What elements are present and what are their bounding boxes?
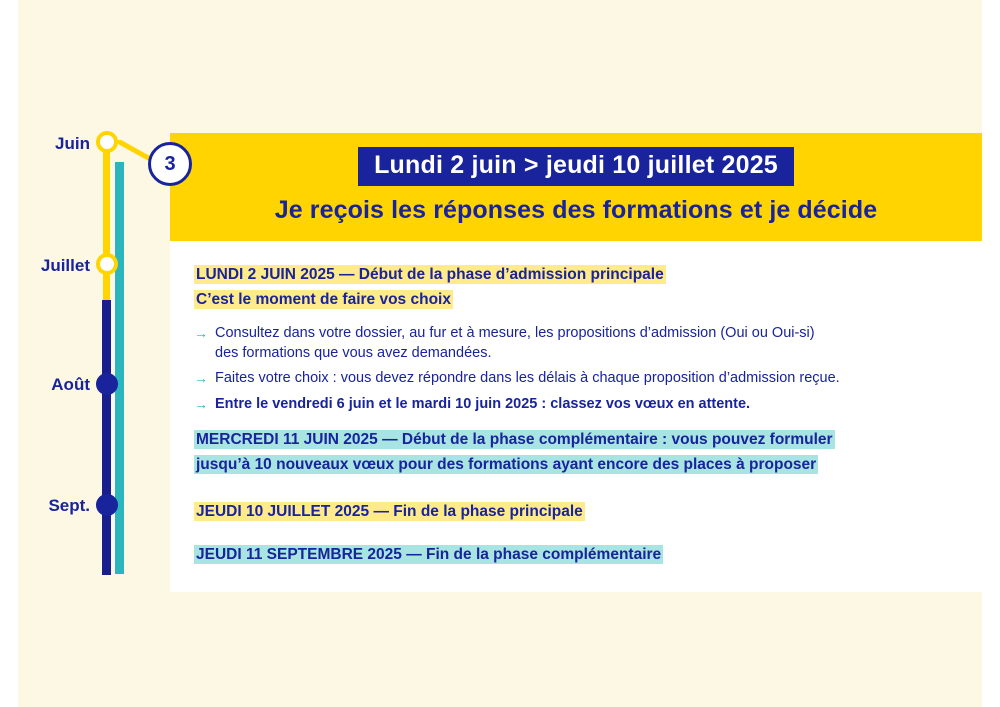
timeline-node-sept [96, 494, 118, 516]
complementaire-line-1: MERCREDI 11 JUIN 2025 — Début de la phase complémentaire : vous pouvez formuler [196, 431, 833, 449]
list-item [194, 368, 958, 389]
fin-complementaire-text: JEUDI 11 SEPTEMBRE 2025 — Fin de la phase complémentaire [196, 546, 662, 564]
arrow-right-icon: → [194, 324, 208, 341]
bullet-3-line-1: Entre le vendredi 6 juin et le mardi 10 juin 2025 : classez vos vœux en attente. [215, 395, 751, 412]
timeline-label-aout: Août [51, 375, 90, 394]
complementaire-line-2: jusqu’à 10 nouveaux vœux pour des formations ayant encore des places à proposer [196, 456, 817, 474]
timeline-node-juin [96, 131, 118, 153]
page-margin-right [982, 0, 1000, 707]
timeline-navy-bar [102, 300, 111, 575]
spacer [194, 484, 958, 500]
timeline [40, 120, 176, 580]
highlight-block-admission [194, 263, 958, 313]
card-body [170, 241, 982, 592]
timeline-label-juillet: Juillet [40, 256, 90, 275]
card-header-subtitle: Je reçois les réponses des formations et je décide [274, 196, 878, 224]
timeline-teal-bar [115, 162, 124, 574]
card-header-date-range: Lundi 2 juin > jeudi 10 juillet 2025 [358, 147, 794, 186]
timeline-node-juillet [96, 253, 118, 275]
bullet-text [215, 323, 815, 364]
timeline-yellow-bar [103, 142, 110, 308]
bullet-1-line-2: des formations que vous avez demandées. [215, 344, 492, 361]
bullet-list [194, 323, 958, 415]
timeline-label-sept: Sept. [48, 496, 90, 515]
page-margin-left [0, 0, 18, 707]
list-item [194, 323, 958, 364]
fin-principale-text: JEUDI 10 JUILLET 2025 — Fin de la phase principale [196, 502, 583, 520]
highlight-block-complementaire [194, 428, 958, 478]
phase-card [170, 133, 982, 570]
admission-line-2: C’est le moment de faire vos choix [196, 290, 451, 308]
arrow-right-icon: → [194, 370, 208, 387]
bullet-1-line-1: Consultez dans votre dossier, au fur et à mesure, les propositions d’admission (Oui ou Oui-si) [215, 324, 815, 341]
arrow-right-icon: → [194, 395, 208, 412]
bullet-2-line-1: Faites votre choix : vous devez répondre dans les délais à chaque proposition d’admission reçue. [215, 370, 840, 387]
timeline-node-aout [96, 373, 118, 395]
step-number-badge: 3 [148, 142, 192, 186]
list-item [194, 394, 958, 415]
admission-line-1: LUNDI 2 JUIN 2025 — Début de la phase d’admission principale [196, 266, 664, 283]
timeline-label-juin: Juin [55, 134, 90, 153]
card-header [170, 133, 982, 241]
highlight-block-fin-principale [194, 500, 958, 523]
spacer [194, 529, 958, 543]
highlight-block-fin-complementaire [194, 543, 958, 566]
